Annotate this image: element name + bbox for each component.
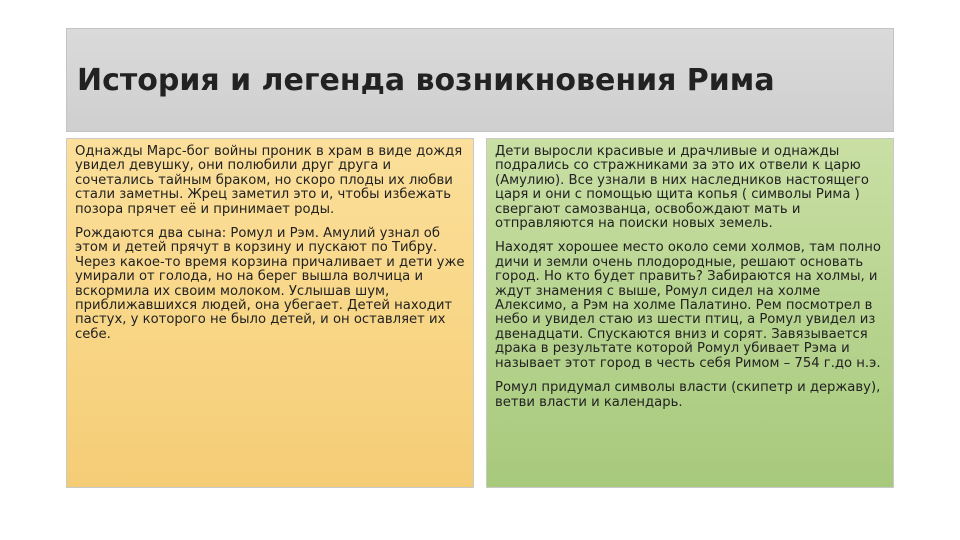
left-text-panel	[66, 138, 474, 488]
title-bar	[66, 28, 894, 132]
left-paragraph-2: Рождаются два сына: Ромул и Рэм. Амулий узнал об этом и детей прячут в корзину и пускают по Тибру. Через какое-то время корзина причаливает и дети уже умирали от голода, но на берег вышла волчица и вскормила их своим молоком. Услышав шум, приближавшихся людей, она убегает. Детей находит пастух, у которого не было детей, и он оставляет их себе.	[75, 226, 465, 342]
left-paragraph-1: Однажды Марс-бог войны проник в храм в виде дождя увидел девушку, они полюбили друг друга и сочетались тайным браком, но скоро плоды их любви стали заметны. Жрец заметил это и, чтобы избежать позора прячет её и принимает роды.	[75, 144, 463, 217]
slide-title: История и легенда возникновения Рима	[77, 63, 775, 98]
right-paragraph-3: Ромул придумал символы власти (скипетр и державу), ветви власти и календарь.	[495, 380, 881, 410]
right-text-panel	[486, 138, 894, 488]
right-paragraph-2: Находят хорошее место около семи холмов, там полно дичи и земли очень плодородные, решают основать город. Но кто будет править? Забираются на холмы, и ждут знамения с выше, Ромул сидел на холме Алексимо, а Рэм на холме Палатино. Рем посмотрел в небо и увидел стаю из шести птиц, а Ромул увидел из двенадцати. Спускаются вниз и сорят. Завязывается драка в результате которой Ромул убивает Рэма и называет этот город в честь себя Римом – 754 г.до н.э.	[495, 240, 881, 371]
right-paragraph-1: Дети выросли красивые и драчливые и однажды подрались со стражниками за это их отвели к царю (Амулию). Все узнали в них наследников настоящего царя и они с помощью щита копья ( символы Рима ) свергают самозванца, освобождают мать и отправляются на поиски новых земель.	[495, 144, 869, 232]
